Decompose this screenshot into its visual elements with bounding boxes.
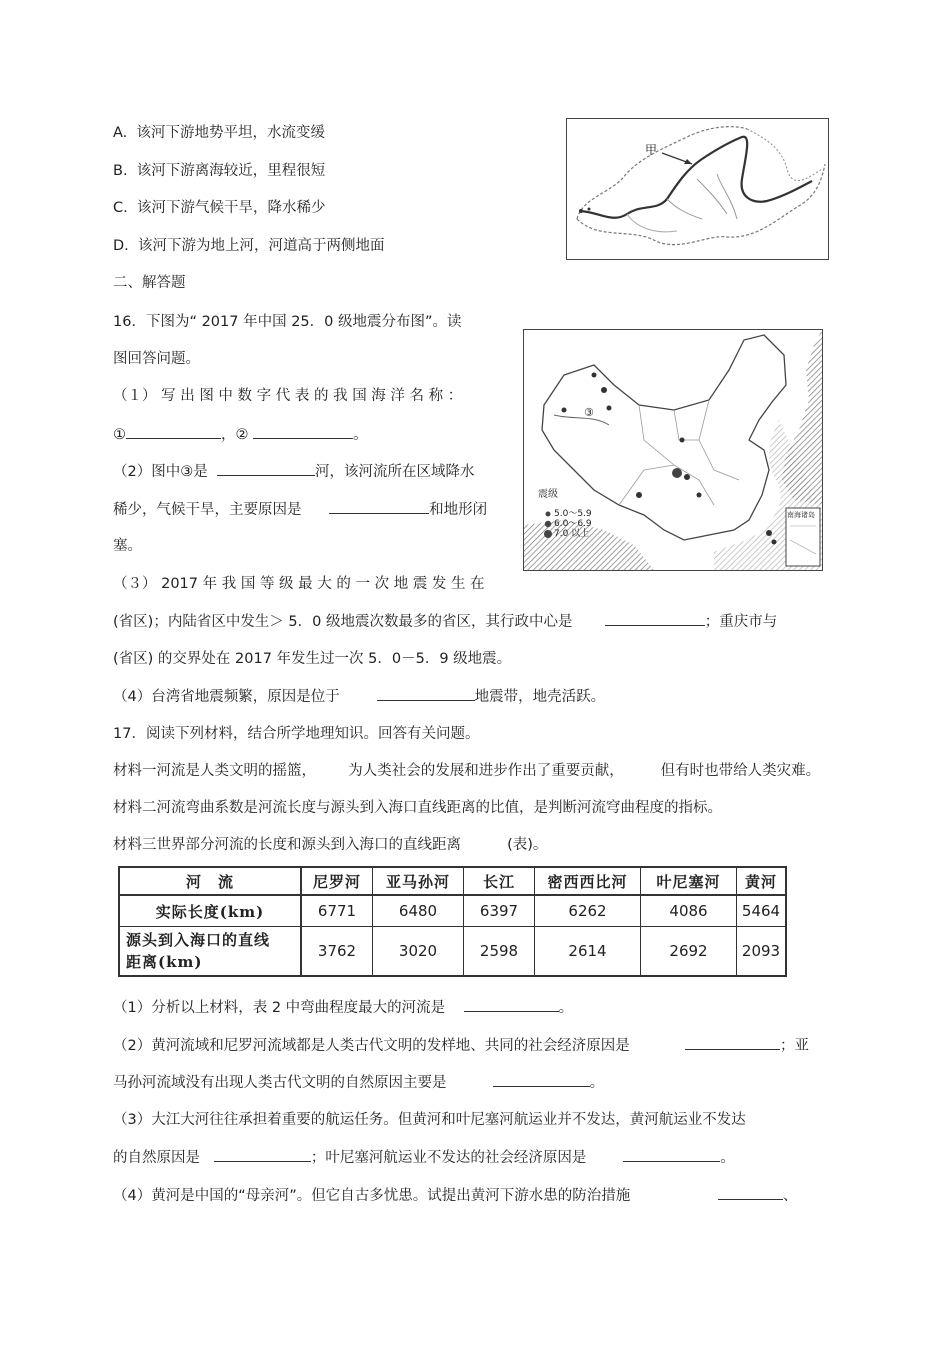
table-cell: 2598: [464, 927, 535, 977]
answer-blank[interactable]: [253, 424, 353, 439]
q16-intro-1: 16．下图为“ 2017 年中国 25．0 级地震分布图”。读: [113, 314, 462, 330]
q17-sub3-b: 的自然原因是 ；叶尼塞河航运业不发达的社会经济原因是 。: [113, 1147, 735, 1168]
river-table: [118, 866, 787, 977]
table-cell: 2692: [641, 927, 737, 977]
table-header-cell: 长江: [464, 867, 535, 895]
table-cell: 5464: [737, 895, 787, 927]
table-header-cell: 密西西比河: [535, 867, 641, 895]
table-row-label: 实际长度(km): [119, 895, 301, 927]
table-cell: 6480: [373, 895, 464, 927]
answer-blank[interactable]: [605, 611, 705, 626]
option-d: D. 该河下游为地上河，河道高于两侧地面: [113, 238, 385, 254]
legend-title: 震级: [538, 489, 558, 500]
table-cell: 2614: [535, 927, 641, 977]
answer-blank[interactable]: [377, 686, 475, 701]
q16-part3-b: (省区)；内陆省区中发生＞ 5．0 级地震次数最多的省区，其行政中心是 ；重庆市与: [113, 611, 777, 632]
table-cell: 4086: [641, 895, 737, 927]
q17-intro: 17．阅读下列材料，结合所学地理知识。回答有关问题。: [113, 726, 480, 742]
q16-part1-a: （１） 写 出 图 中 数 字 代 表 的 我 国 海 洋 名 称 ：: [113, 388, 463, 404]
section-title: 二、解答题: [113, 275, 186, 291]
table-cell: 3762: [301, 927, 373, 977]
answer-blank[interactable]: [623, 1147, 720, 1162]
q16-intro-2: 图回答问题。: [113, 351, 200, 367]
china-earthquake-map: [523, 329, 823, 571]
answer-blank[interactable]: [464, 997, 559, 1012]
table-header-row: [119, 867, 786, 895]
q17-sub3-a: （3）大江大河往往承担着重要的航运任务。但黄河和叶尼塞河航运业并不发达，黄河航运业不发达: [113, 1112, 746, 1128]
table-row: [119, 895, 786, 927]
q17-sub1: （1）分析以上材料，表 2 中弯曲程度最大的河流是 。: [113, 997, 573, 1018]
answer-blank[interactable]: [718, 1185, 783, 1200]
yellow-river-map-graphic: [567, 119, 828, 259]
q16-part2-b: 稀少，气候干旱，主要原因是 和地形闭: [113, 499, 487, 520]
table-cell: 6397: [464, 895, 535, 927]
table-header-cell: 叶尼塞河: [641, 867, 737, 895]
table-header-cell: 尼罗河: [301, 867, 373, 895]
yellow-river-map: [566, 118, 829, 260]
table-header-cell: 黄河: [737, 867, 787, 895]
legend-item-3: 7.0 以上: [554, 529, 590, 539]
answer-blank[interactable]: [214, 1147, 311, 1162]
table-cell: 6262: [535, 895, 641, 927]
table-row-label: 源头到入海口的直线 距离(km): [119, 927, 301, 977]
inset-label: 南海诸岛: [787, 511, 815, 519]
answer-blank[interactable]: [217, 461, 315, 476]
table-cell: 2093: [737, 927, 787, 977]
q16-part2-c: 塞。: [113, 538, 142, 554]
q17-material-3: 材料三世界部分河流的长度和源头到入海口的直线距离 (表)。: [113, 837, 548, 853]
table-row: [119, 927, 786, 977]
q17-material-2: 材料二河流弯曲系数是河流长度与源头到入海口直线距离的比值，是判断河流穹曲程度的指标。: [113, 800, 722, 816]
q17-sub2-b: 马孙河流域没有出现人类古代文明的自然原因主要是 。: [113, 1072, 604, 1093]
table-cell: 6771: [301, 895, 373, 927]
option-a: A. 该河下游地势平坦，水流变缓: [113, 125, 325, 141]
answer-blank[interactable]: [493, 1072, 590, 1087]
table-header-cell: 河 流: [119, 867, 301, 895]
q16-part4: （4）台湾省地震频繁，原因是位于 地震带，地壳活跃。: [113, 686, 605, 707]
answer-blank[interactable]: [685, 1035, 780, 1050]
map-label-jia: 甲: [645, 143, 658, 157]
table-header-cell: 亚马孙河: [373, 867, 464, 895]
answer-blank[interactable]: [329, 499, 429, 514]
option-b: B. 该河下游离海较近，里程很短: [113, 163, 326, 179]
option-c: C. 该河下游气候干旱，降水稀少: [113, 200, 326, 216]
q17-material-1: 材料一河流是人类文明的摇篮， 为人类社会的发展和进步作出了重要贡献， 但有时也带给人类灾难。: [113, 763, 821, 779]
map-marker-3: ③: [584, 406, 594, 419]
legend-item-2: 6.0～6.9: [554, 519, 592, 529]
legend-item-1: 5.0～5.9: [554, 509, 592, 519]
q16-part3-c: (省区) 的交界处在 2017 年发生过一次 5．0－5．9 级地震。: [113, 651, 512, 667]
table-cell: 3020: [373, 927, 464, 977]
q17-sub4: （4）黄河是中国的“母亲河”。但它自古多忧患。试提出黄河下游水患的防治措施 、: [113, 1185, 797, 1206]
q16-part3-a: （３） 2017 年 我 国 等 级 最 大 的 一 次 地 震 发 生 在: [113, 576, 485, 592]
q17-sub2-a: （2）黄河流域和尼罗河流域都是人类古代文明的发样地、共同的社会经济原因是 ；亚: [113, 1035, 809, 1056]
answer-blank[interactable]: [126, 424, 221, 439]
q16-part1-b: ① ，② 。: [113, 424, 368, 445]
q16-part2-a: （2）图中③是 河，该河流所在区域降水: [113, 461, 474, 482]
